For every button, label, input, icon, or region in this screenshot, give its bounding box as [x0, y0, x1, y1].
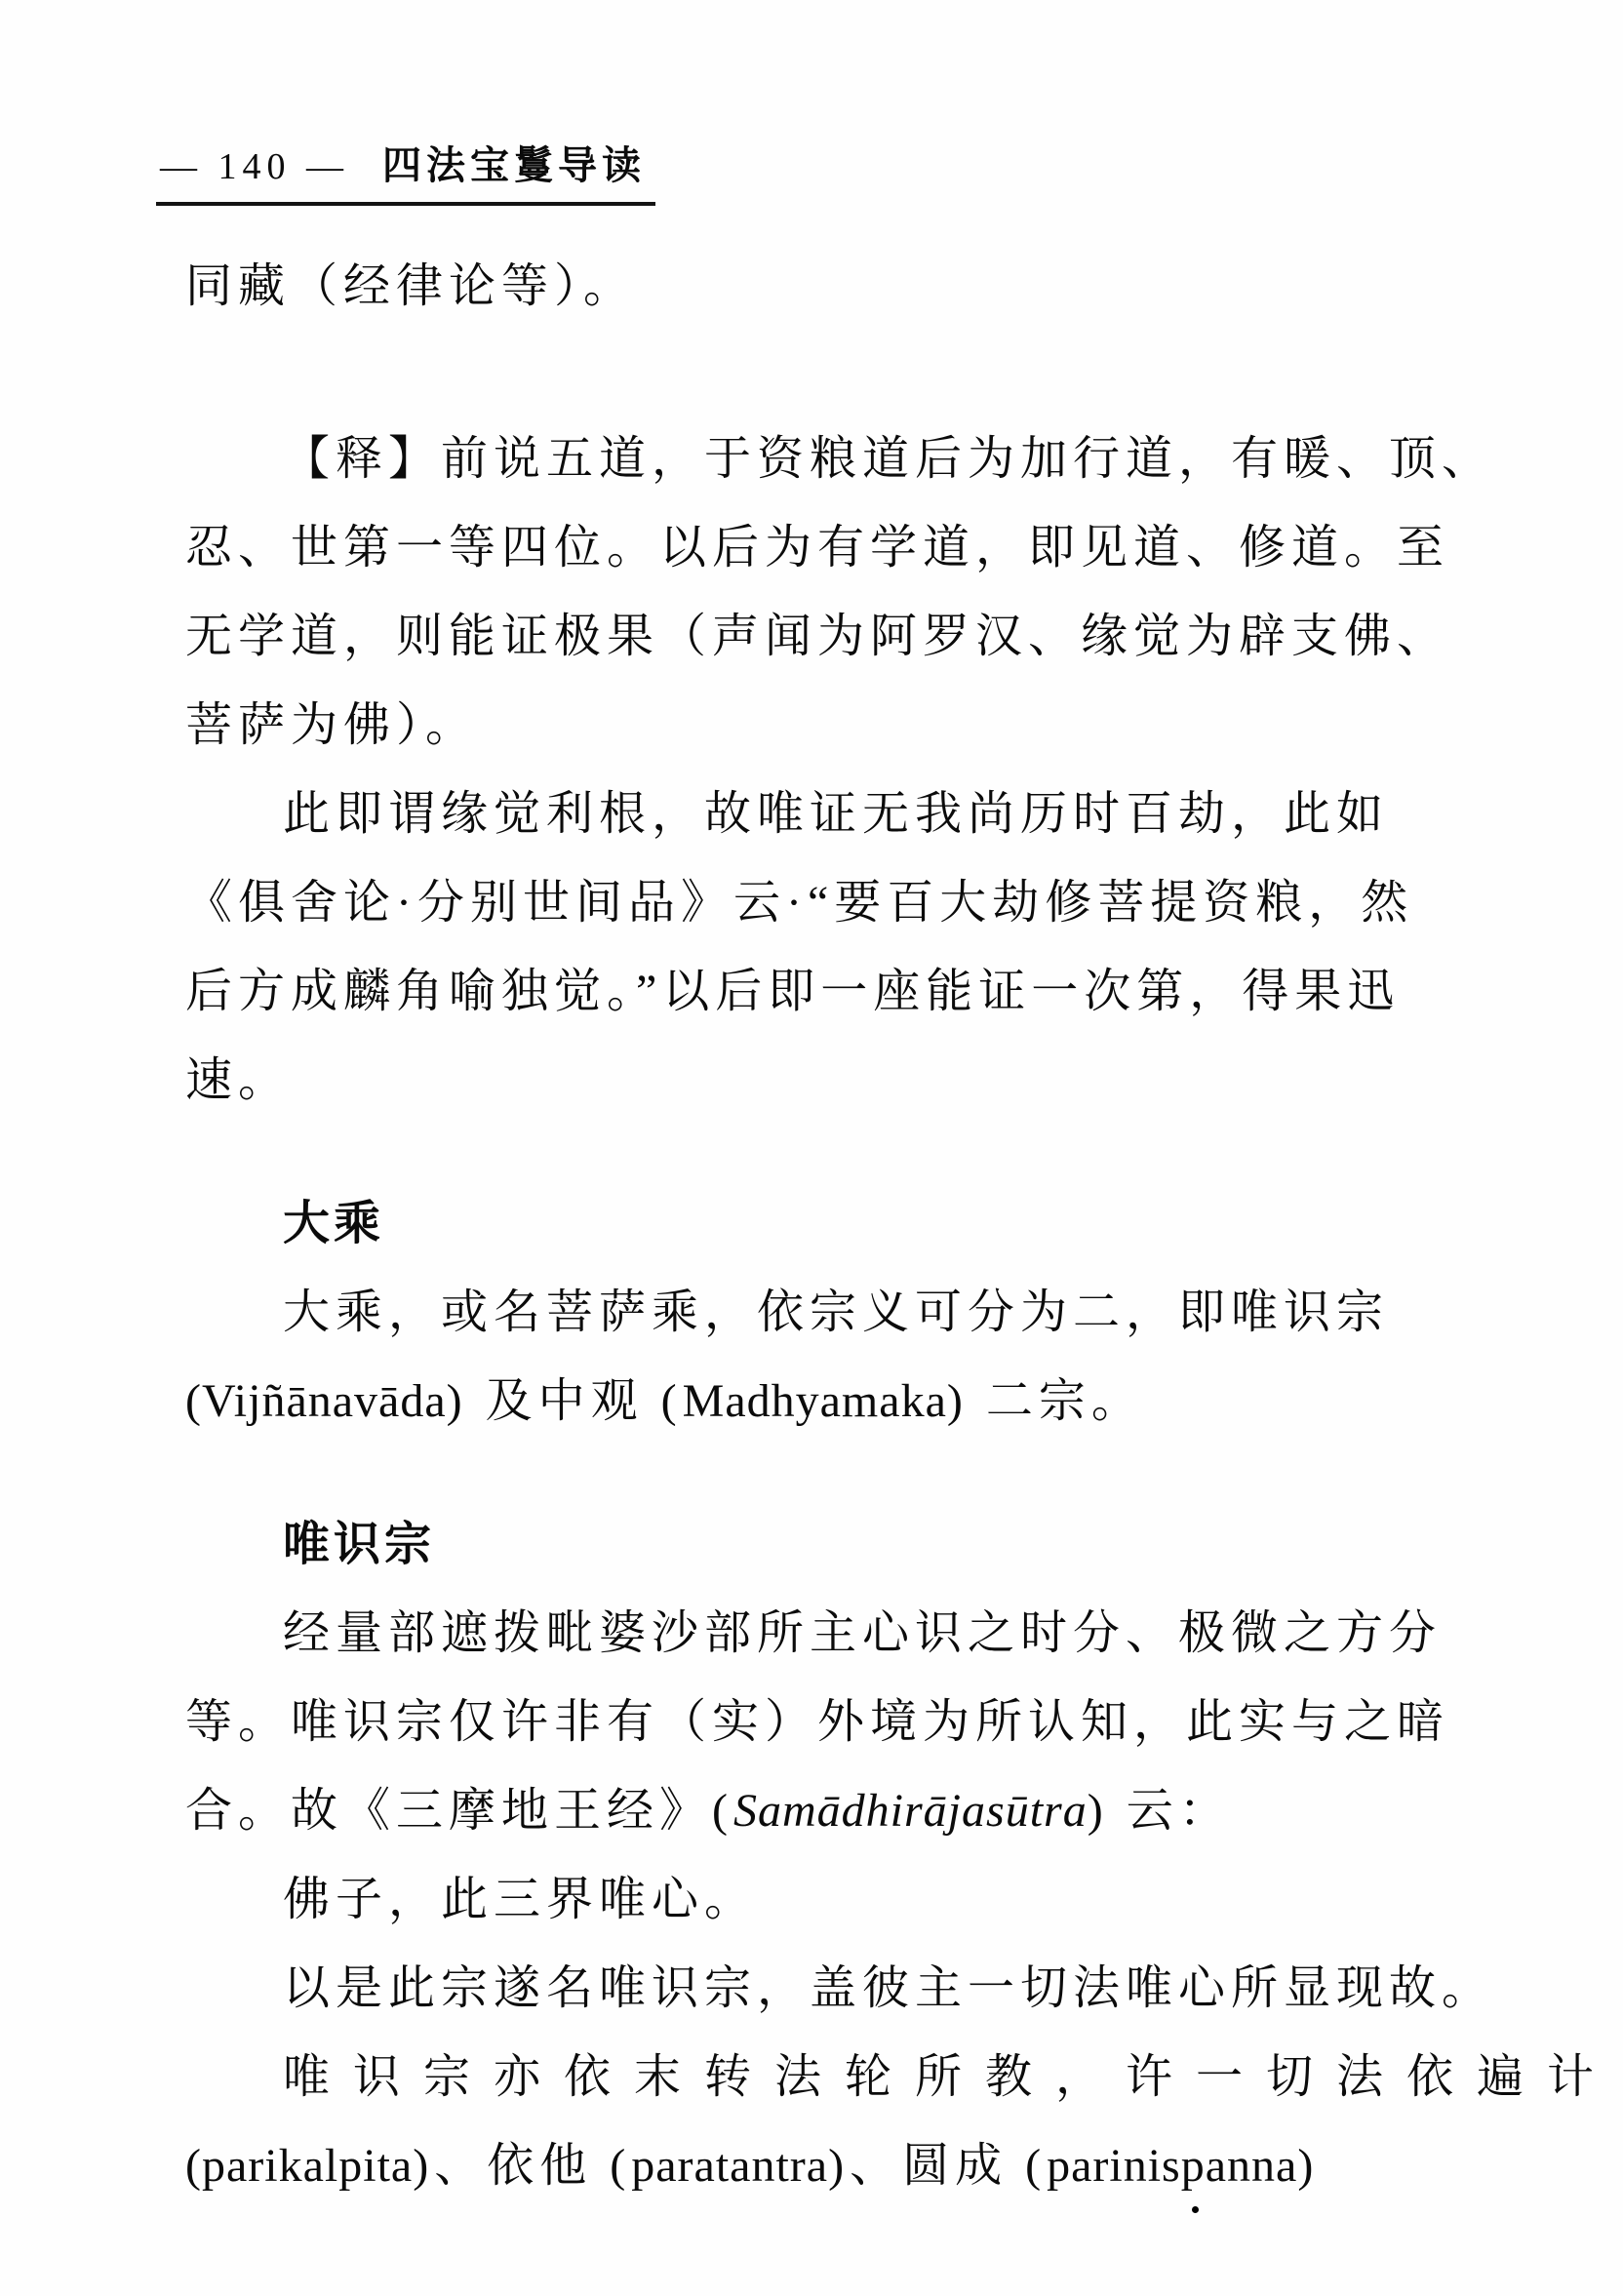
- text-segment: 《俱舍论·分别世间品》云·“要百大劫修菩提资粮，然: [185, 877, 1414, 929]
- text-segment: 以是此宗遂名唯识宗，盖彼主一切法唯心所显现故。: [283, 1962, 1495, 2014]
- text-segment: 此即谓缘觉利根，故唯证无我尚历时百劫，此如: [283, 788, 1390, 840]
- text-segment: )、圆成 (: [828, 2140, 1048, 2192]
- text-segment: 同藏（经律论等）。: [185, 260, 637, 312]
- text-line: [185, 681, 1502, 770]
- text-segment: 无学道，则能证极果（声闻为阿罗汉、缘觉为辟支佛、: [185, 611, 1450, 662]
- page-body-text: [185, 242, 1618, 2210]
- text-segment: 速。: [185, 1054, 292, 1106]
- section-heading: [185, 1500, 1502, 1589]
- text-segment: ) 云：: [1087, 1785, 1232, 1837]
- page-number: — 140 —: [160, 146, 349, 187]
- text-line: [185, 1357, 1502, 1445]
- text-line: [185, 858, 1502, 947]
- section-heading: [185, 1179, 1502, 1268]
- text-segment: 唯识宗亦依末转法轮所教，许一切法依遍计: [283, 2051, 1618, 2103]
- text-segment: (: [185, 1375, 202, 1427]
- text-segment: 后方成麟角喻独觉。”以后即一座能证一次第，得果迅: [185, 966, 1401, 1017]
- book-title: 四法宝鬘导读: [382, 143, 646, 187]
- text-segment: Madhyamaka: [682, 1375, 947, 1427]
- text-line: [185, 1944, 1502, 2033]
- text-segment: 合。故《三摩地王经》(: [185, 1785, 733, 1837]
- text-line: [185, 242, 1502, 331]
- text-segment: 经量部遮拨毗婆沙部所主心识之时分、极微之方分: [283, 1607, 1443, 1659]
- text-segment: )、依他 (: [413, 2140, 632, 2192]
- text-line: [185, 1036, 1502, 1125]
- text-line: [185, 2121, 1502, 2210]
- text-segment: ) 及中观 (: [446, 1375, 683, 1427]
- text-line: [185, 1589, 1502, 1678]
- text-line: [185, 415, 1502, 503]
- text-segment: 忍、世第一等四位。以后为有学道，即见道、修道。至: [185, 522, 1450, 574]
- text-segment: 佛子，此三界唯心。: [283, 1874, 758, 1925]
- text-segment: 唯识宗: [283, 1519, 436, 1570]
- text-line: [185, 592, 1502, 681]
- text-segment: Vijñānavāda: [201, 1375, 447, 1427]
- text-segment: Samādhirājasūtra: [733, 1785, 1088, 1837]
- text-line: [185, 2033, 1618, 2121]
- text-segment: 大乘: [283, 1198, 385, 1249]
- text-line: [185, 503, 1502, 592]
- text-segment: ): [1297, 2140, 1320, 2192]
- text-line: [185, 770, 1502, 858]
- text-line: [185, 1766, 1502, 1855]
- text-segment: (: [185, 2140, 202, 2192]
- text-segment: 等。唯识宗仅许非有（实）外境为所认知，此实与之暗: [185, 1696, 1450, 1748]
- text-line: [185, 947, 1502, 1036]
- text-line: [185, 1268, 1502, 1357]
- text-line: [185, 1678, 1502, 1766]
- text-segment: 大乘，或名菩萨乘，依宗义可分为二，即唯识宗: [283, 1287, 1390, 1338]
- text-segment: parikalpita: [201, 2140, 414, 2192]
- text-segment: 【释】前说五道，于资粮道后为加行道，有暖、顶、: [283, 433, 1495, 485]
- text-line: [185, 1855, 1502, 1944]
- running-head: [156, 135, 655, 206]
- text-segment: parinispanna: [1047, 2140, 1298, 2192]
- text-segment: 菩萨为佛）。: [185, 699, 479, 751]
- text-segment: ) 二宗。: [946, 1375, 1144, 1427]
- text-segment: paratantra: [631, 2140, 829, 2192]
